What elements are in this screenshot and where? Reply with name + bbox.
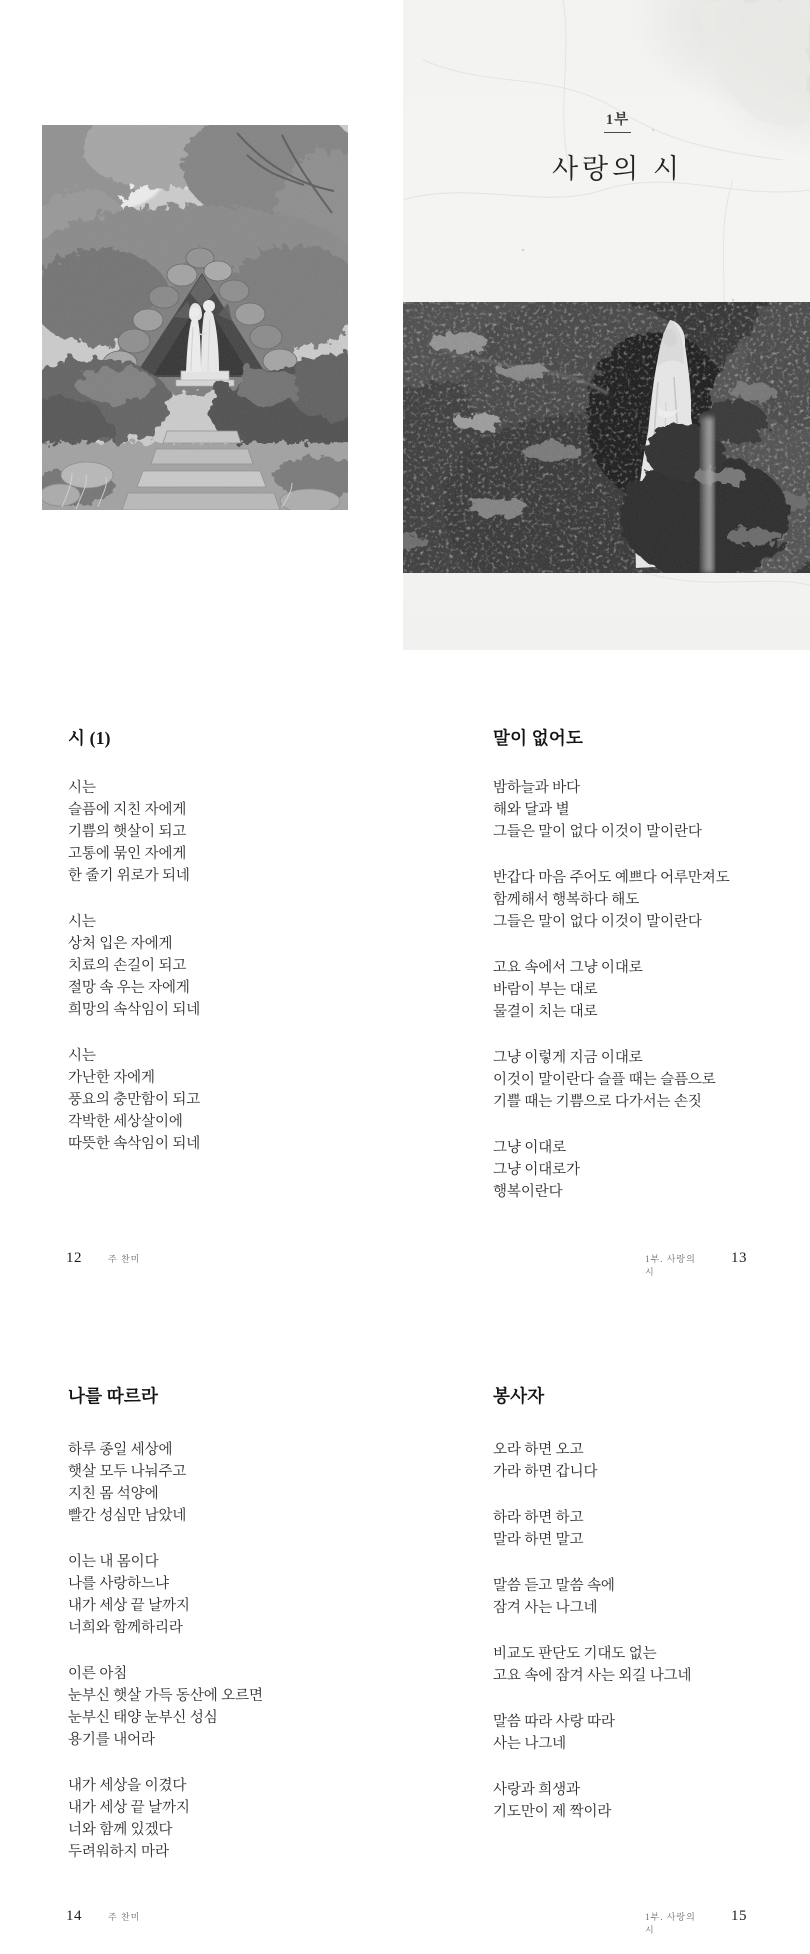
stanza	[493, 1507, 810, 1551]
poem-line: 그냥 이대로가	[493, 1162, 580, 1178]
stanza	[493, 777, 810, 843]
poem-line: 오라 하면 오고	[493, 1442, 584, 1458]
poem-line: 말씀 듣고 말씀 속에	[493, 1578, 615, 1594]
poem-line: 그들은 말이 없다 이것이 말이란다	[493, 914, 702, 930]
poem-line: 내가 세상 끝 날까지	[68, 1598, 190, 1614]
poem-line: 각박한 세상살이에	[68, 1114, 183, 1130]
poem-line: 내가 세상을 이겼다	[68, 1778, 187, 1794]
poem-line: 한 줄기 위로가 되네	[68, 868, 190, 884]
part-title-page	[403, 0, 810, 650]
poem-line: 절망 속 우는 자에게	[68, 980, 190, 996]
stanza	[493, 1137, 810, 1203]
poem-line: 시는	[68, 914, 96, 930]
poem-line: 이는 내 몸이다	[68, 1554, 159, 1570]
poem-line: 그냥 이대로	[493, 1140, 567, 1156]
poem-line: 밤하늘과 바다	[493, 780, 580, 796]
poem-title: 봉사자	[493, 1385, 545, 1406]
poem-line: 풍요의 충만함이 되고	[68, 1092, 201, 1108]
chapter-label: 1부. 사랑의 시	[645, 1912, 696, 1935]
author-credit: 주 찬미	[108, 1254, 141, 1264]
part-label: 1부	[604, 108, 631, 133]
poem-line: 함께해서 행복하다 해도	[493, 892, 640, 908]
poem-line: 이것이 말이란다 슬플 때는 슬픔으로	[493, 1072, 716, 1088]
part-title: 사랑의 시	[551, 154, 684, 184]
poem-line: 하루 종일 세상에	[68, 1442, 173, 1458]
poem-line: 물결이 치는 대로	[493, 1004, 598, 1020]
poem-body	[68, 777, 413, 1155]
poem-line: 가라 하면 갑니다	[493, 1464, 598, 1480]
poem-line: 고요 속에 잠겨 사는 외길 나그네	[493, 1668, 692, 1684]
stanza	[68, 1775, 413, 1863]
poem-line: 사랑과 희생과	[493, 1782, 580, 1798]
poem-line: 해와 달과 별	[493, 802, 570, 818]
poem-line: 상처 입은 자에게	[68, 936, 173, 952]
stanza	[493, 1575, 810, 1619]
page-footer	[645, 1250, 747, 1278]
poem-line: 빨간 성심만 남았네	[68, 1508, 187, 1524]
part-label-wrap	[403, 108, 810, 133]
poem-line: 눈부신 태양 눈부신 성심	[68, 1710, 218, 1726]
poem-line: 그들은 말이 없다 이것이 말이란다	[493, 824, 702, 840]
poem-title: 말이 없어도	[493, 727, 584, 748]
poem-line: 반갑다 마음 주어도 예쁘다 어루만져도	[493, 870, 730, 886]
poem-line: 치료의 손길이 되고	[68, 958, 187, 974]
stanza	[68, 911, 413, 1021]
stanza	[493, 1711, 810, 1755]
poem-line: 말라 하면 말고	[493, 1532, 584, 1548]
page-footer	[645, 1908, 747, 1936]
stanza	[493, 1047, 810, 1113]
poem-line: 기쁨의 햇살이 되고	[68, 824, 187, 840]
poem-line: 행복이란다	[493, 1184, 563, 1200]
poem-line: 사는 나그네	[493, 1736, 567, 1752]
poem-title: 시 (1)	[68, 727, 111, 748]
poem-line: 기도만이 제 짝이라	[493, 1804, 612, 1820]
poem-line: 말씀 따라 사랑 따라	[493, 1714, 615, 1730]
poem-line: 기쁠 때는 기쁨으로 다가서는 손짓	[493, 1094, 702, 1110]
poem-body	[493, 1439, 810, 1823]
stanza	[493, 957, 810, 1023]
author-credit: 주 찬미	[108, 1912, 141, 1922]
stanza	[68, 1045, 413, 1155]
poem-line: 따뜻한 속삭임이 되네	[68, 1136, 201, 1152]
poem-line: 내가 세상 끝 날까지	[68, 1800, 190, 1816]
poem-line: 그냥 이렇게 지금 이대로	[493, 1050, 643, 1066]
stanza	[68, 1663, 413, 1751]
chapter-label: 1부. 사랑의 시	[645, 1254, 696, 1277]
poem-line: 슬픔에 지친 자에게	[68, 802, 187, 818]
poem-line: 지친 몸 석양에	[68, 1486, 159, 1502]
poem-body	[493, 777, 810, 1203]
page-footer	[66, 1250, 140, 1267]
poem-line: 나를 사랑하느냐	[68, 1576, 169, 1592]
page-number: 12	[66, 1250, 82, 1266]
stanza	[493, 867, 810, 933]
poem-line: 햇살 모두 나눠주고	[68, 1464, 187, 1480]
stanza	[493, 1643, 810, 1687]
page-number: 14	[66, 1908, 82, 1924]
poem-line: 용기를 내어라	[68, 1732, 155, 1748]
poem-body	[68, 1439, 413, 1863]
poem-line: 시는	[68, 780, 96, 796]
poem-line: 잠겨 사는 나그네	[493, 1600, 598, 1616]
poem-line: 너와 함께 있겠다	[68, 1822, 173, 1838]
stanza	[68, 1551, 413, 1639]
poem-line: 눈부신 햇살 가득 동산에 오르면	[68, 1688, 263, 1704]
poem-line: 고통에 묶인 자에게	[68, 846, 187, 862]
page-footer	[66, 1908, 140, 1925]
poem-line: 시는	[68, 1048, 96, 1064]
poem-line: 고요 속에서 그냥 이대로	[493, 960, 643, 976]
poem-line: 이른 아침	[68, 1666, 128, 1682]
stanza	[68, 777, 413, 887]
poem-title: 나를 따르라	[68, 1385, 159, 1406]
stanza	[493, 1779, 810, 1823]
page-number: 15	[731, 1908, 747, 1924]
stanza	[68, 1439, 413, 1527]
poem-line: 비교도 판단도 기대도 없는	[493, 1646, 657, 1662]
mary-statue-photo	[403, 302, 810, 573]
poem-line: 하라 하면 하고	[493, 1510, 584, 1526]
poem-line: 너희와 함께하리라	[68, 1620, 183, 1636]
poem-line: 가난한 자에게	[68, 1070, 155, 1086]
poem-line: 희망의 속삭임이 되네	[68, 1002, 201, 1018]
grotto-photo	[42, 125, 348, 510]
poem-line: 두려워하지 마라	[68, 1844, 169, 1860]
stanza	[493, 1439, 810, 1483]
page-number: 13	[731, 1250, 747, 1266]
poem-line: 바람이 부는 대로	[493, 982, 598, 998]
